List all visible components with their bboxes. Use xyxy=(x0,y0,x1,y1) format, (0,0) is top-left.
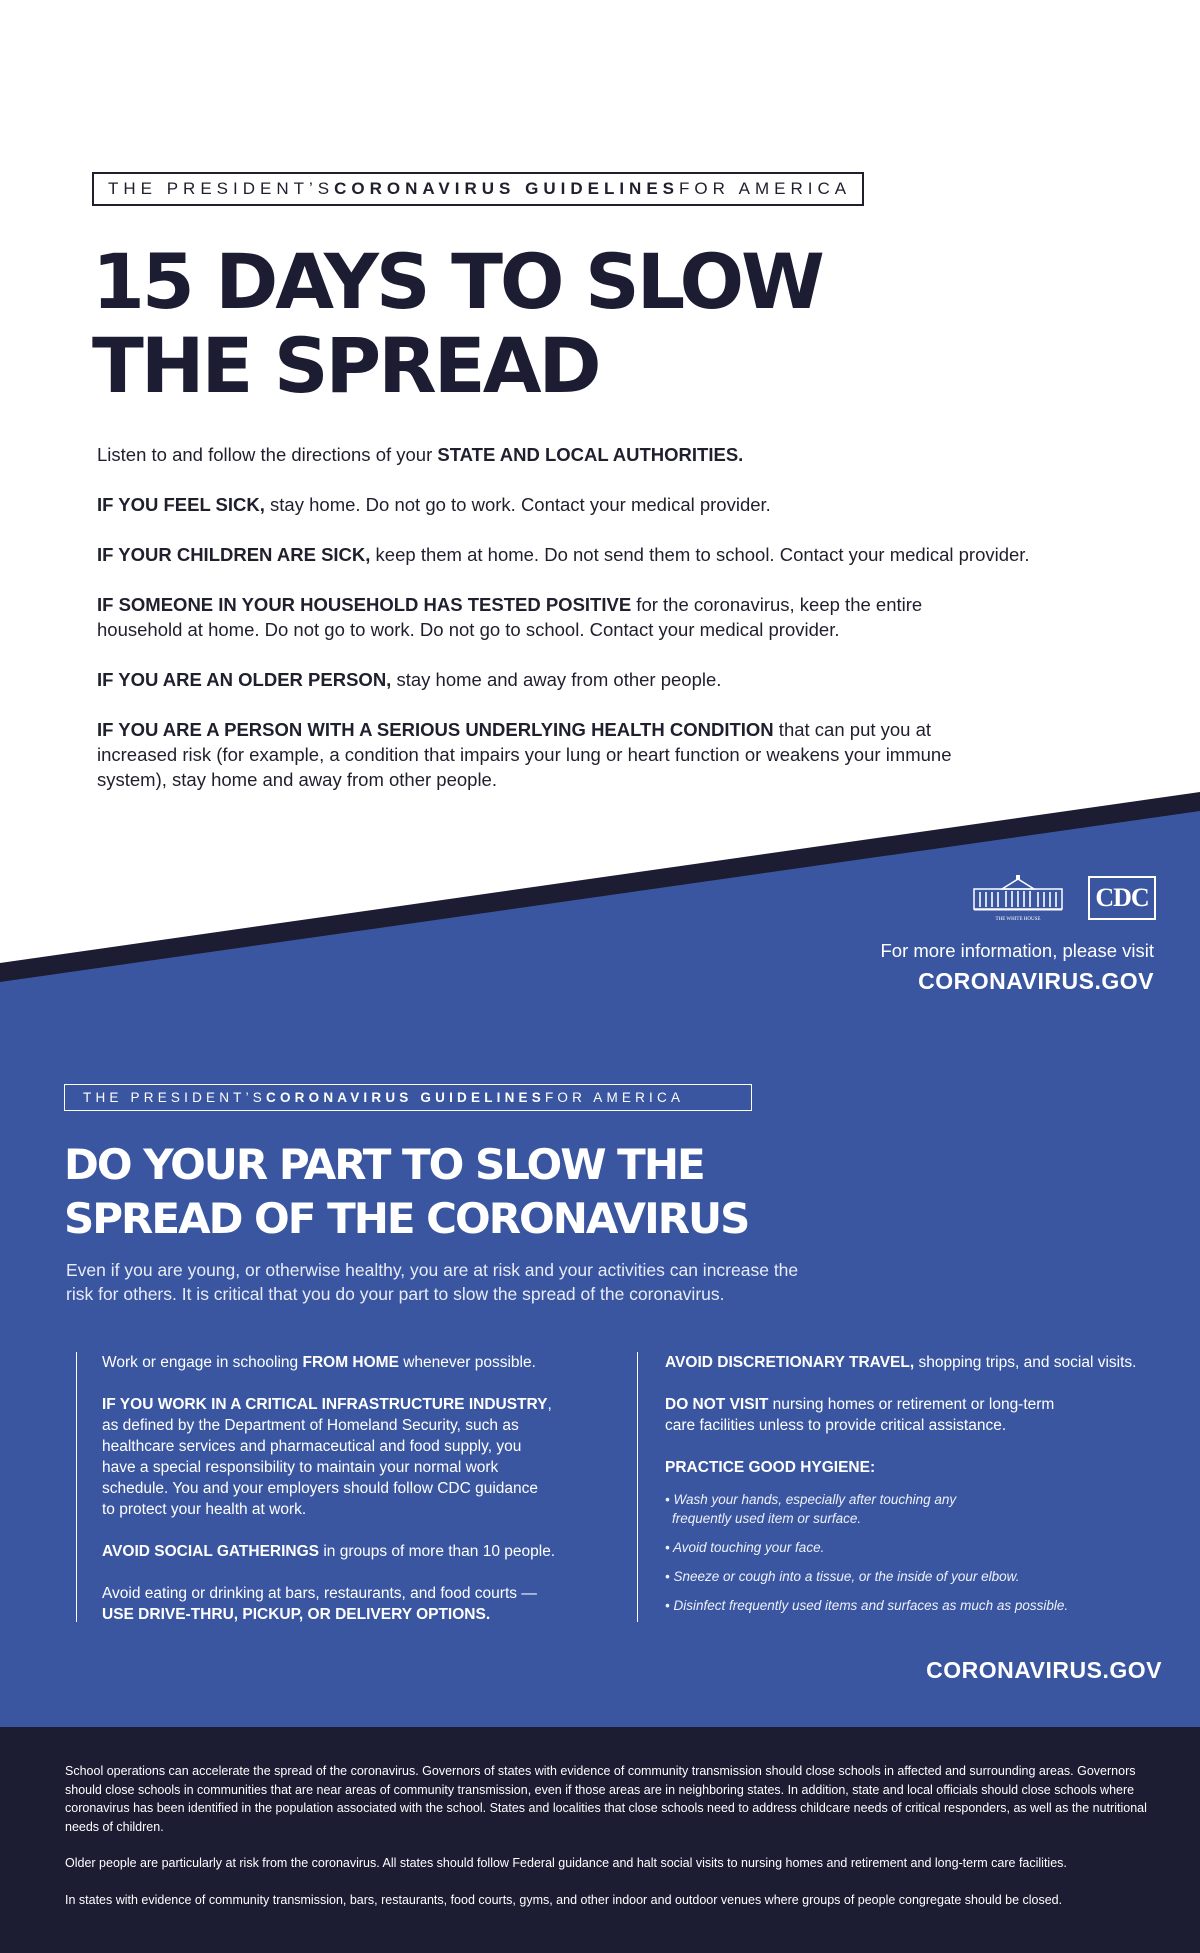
website-link-bottom[interactable]: CORONAVIRUS.GOV xyxy=(926,1657,1162,1683)
title-line-1: 15 DAYS TO SLOW xyxy=(92,237,822,326)
website-link[interactable]: CORONAVIRUS.GOV xyxy=(918,968,1154,994)
section-intro: Even if you are young, or otherwise healthy, you are at risk and your activities can increase the risk for others. It is critical that you do your part to slow the spread of the coronavirus. xyxy=(66,1260,799,1304)
hygiene-bullet: • Sneeze or cough into a tissue, or the inside of your elbow. xyxy=(665,1569,1020,1584)
top-guidelines xyxy=(97,442,1037,817)
more-info xyxy=(881,940,1155,995)
guideline-authorities: Listen to and follow the directions of your STATE AND LOCAL AUTHORITIES. xyxy=(97,444,744,465)
guideline-critical-infrastructure: IF YOU WORK IN A CRITICAL INFRASTRUCTURE INDUSTRY, as defined by the Department of Homeland Security, such as healthcare services and pharmaceutical and food supply, you have a special responsibility to maintain your normal work schedule. You and your employers should follow CDC guidance to protect your health at work. xyxy=(102,1396,552,1518)
left-guidelines-column xyxy=(76,1352,582,1622)
guideline-feel-sick: IF YOU FEEL SICK, stay home. Do not go to work. Contact your medical provider. xyxy=(97,494,771,515)
footer-venues: In states with evidence of community transmission, bars, restaurants, food courts, gyms, and other indoor and outdoor venues where groups of people congregate should be closed. xyxy=(65,1892,1063,1907)
guideline-discretionary-travel: AVOID DISCRETIONARY TRAVEL, shopping trips, and social visits. xyxy=(665,1354,1137,1371)
right-guidelines-column xyxy=(637,1352,1185,1622)
guideline-household-positive: IF SOMEONE IN YOUR HOUSEHOLD HAS TESTED POSITIVE for the coronavirus, keep the entire household at home. Do not go to work. Do not go to school. Contact your medical provider. xyxy=(97,594,923,640)
part-tagline: THE PRESIDENT’S CORONAVIRUS GUIDELINES FOR AMERICA xyxy=(64,1084,752,1111)
guideline-older-person: IF YOU ARE AN OLDER PERSON, stay home and away from other people. xyxy=(97,669,722,690)
guideline-eating-drinking: Avoid eating or drinking at bars, restaurants, and food courts — USE DRIVE-THRU, PICKUP, OR DELIVERY OPTIONS. xyxy=(102,1585,537,1623)
section-title-line-2: SPREAD OF THE CORONAVIRUS xyxy=(64,1194,749,1243)
guideline-children-sick: IF YOUR CHILDREN ARE SICK, keep them at home. Do not send them to school. Contact your medical provider. xyxy=(97,544,1030,565)
title-line-2: THE SPREAD xyxy=(92,321,599,410)
more-info-text: For more information, please visit xyxy=(880,940,1154,961)
footer-schools: School operations can accelerate the spread of the coronavirus. Governors of states with evidence of community transmission should close schools in affected and surrounding areas. Governors should close schools in communities that are near areas of community transmission, even if those areas are in neighboring states. In addition, state and local officials should close schools where coronavirus has been identified in the population associated with the school. States and localities that close schools need to address childcare needs of critical responders, as well as the nutritional needs of children. xyxy=(65,1764,1147,1834)
cdc-logo: CDC xyxy=(1088,876,1156,920)
hygiene-bullet: • Avoid touching your face. xyxy=(665,1540,825,1555)
footer-older-people: Older people are particularly at risk from the coronavirus. All states should follow Federal guidance and halt social visits to nursing homes and retirement and long-term care facilities. xyxy=(65,1856,1067,1870)
top-tagline: THE PRESIDENT’S CORONAVIRUS GUIDELINES FOR AMERICA xyxy=(92,172,864,206)
hygiene-bullet: • Disinfect frequently used items and surfaces as much as possible. xyxy=(665,1598,1069,1613)
hygiene-heading: PRACTICE GOOD HYGIENE: xyxy=(665,1459,876,1476)
logos xyxy=(972,873,1156,923)
guideline-health-condition: IF YOU ARE A PERSON WITH A SERIOUS UNDERLYING HEALTH CONDITION that can put you at increased risk (for example, a condition that impairs your lung or heart function or weakens your immune system), stay home and away from other people. xyxy=(97,719,952,790)
guideline-social-gatherings: AVOID SOCIAL GATHERINGS in groups of more than 10 people. xyxy=(102,1543,556,1560)
svg-text:THE WHITE HOUSE: THE WHITE HOUSE xyxy=(995,917,1041,922)
footer-text xyxy=(65,1762,1155,1927)
section-title-line-1: DO YOUR PART TO SLOW THE xyxy=(64,1140,704,1189)
white-house-logo xyxy=(972,873,1064,923)
guideline-work-from-home: Work or engage in schooling FROM HOME whenever possible. xyxy=(102,1354,536,1371)
section-title xyxy=(64,1138,964,1246)
page-title xyxy=(92,237,892,410)
hygiene-bullet: • Wash your hands, especially after touching any frequently used item or surface. xyxy=(665,1492,957,1526)
guideline-do-not-visit: DO NOT VISIT nursing homes or retirement or long-term care facilities unless to provide critical assistance. xyxy=(665,1396,1055,1434)
